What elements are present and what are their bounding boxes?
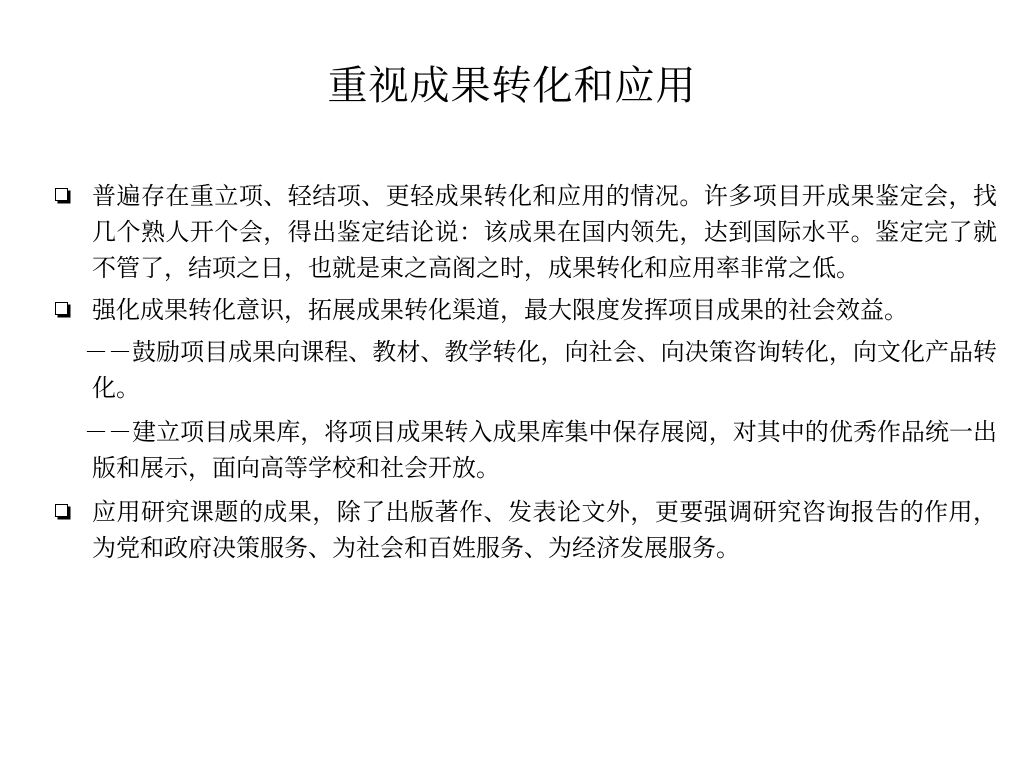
bullet-paragraph-2 <box>52 292 997 328</box>
checkbox-square-icon <box>55 504 68 517</box>
sub-text: －－鼓励项目成果向课程、教材、教学转化，向社会、向决策咨询转化，向文化产品转化。 <box>84 338 997 402</box>
slide-body <box>52 178 997 572</box>
slide-title: 重视成果转化和应用 <box>327 63 697 109</box>
sub-paragraph-2 <box>52 414 997 486</box>
sub-paragraph-1 <box>52 334 997 406</box>
bullet-text: 应用研究课题的成果，除了出版著作、发表论文外，更要强调研究咨询报告的作用，为党和政府决策服务、为社会和百姓服务、为经济发展服务。 <box>92 498 997 562</box>
bullet-paragraph-3 <box>52 494 997 566</box>
sub-text: －－建立项目成果库，将项目成果转入成果库集中保存展阅，对其中的优秀作品统一出版和展示，面向高等学校和社会开放。 <box>84 418 997 482</box>
bullet-text: 普遍存在重立项、轻结项、更轻成果转化和应用的情况。许多项目开成果鉴定会，找几个熟人开个会，得出鉴定结论说：该成果在国内领先，达到国际水平。鉴定完了就不管了，结项之日，也就是束之高阁之时，成果转化和应用率非常之低。 <box>92 182 997 282</box>
bullet-paragraph-1 <box>52 178 997 286</box>
bullet-text: 强化成果转化意识，拓展成果转化渠道，最大限度发挥项目成果的社会效益。 <box>92 296 908 324</box>
checkbox-square-icon <box>55 188 68 201</box>
checkbox-square-icon <box>55 302 68 315</box>
